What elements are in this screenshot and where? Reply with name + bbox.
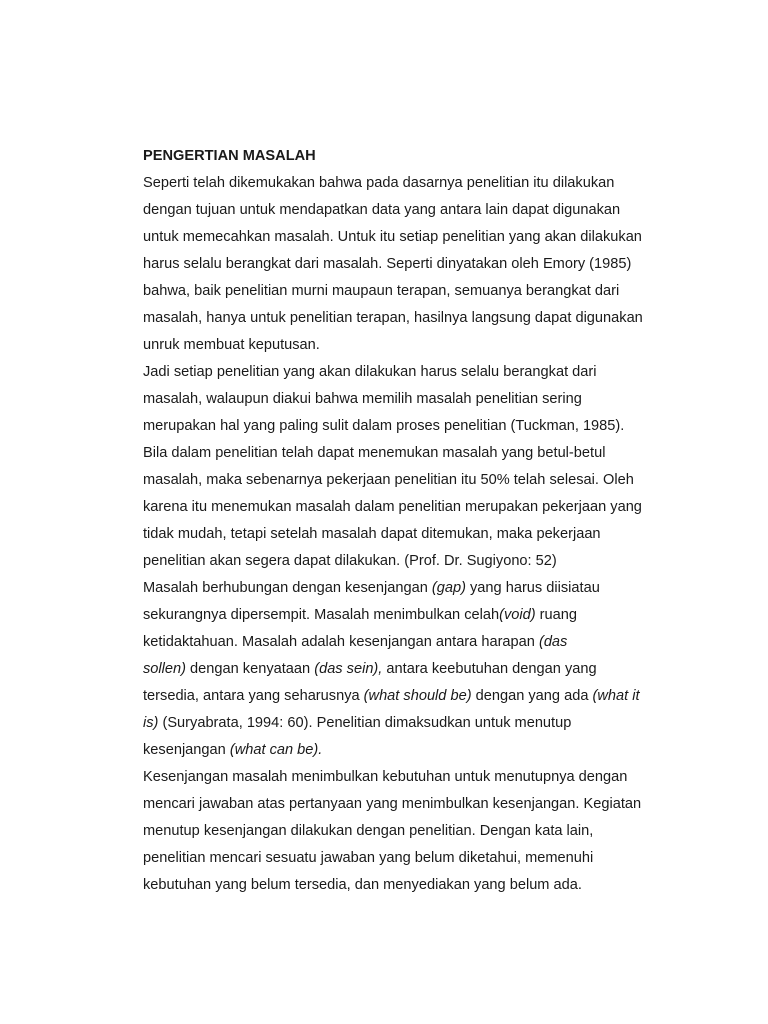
italic-text-segment: (das [538,634,568,650]
text-line [143,764,663,791]
italic-text-segment: is) [143,715,159,731]
text-segment: mencari jawaban atas pertanyaan yang menimbulkan kesenjangan. Kegiatan [143,796,642,812]
text-line [143,548,663,575]
text-segment: Seperti telah dikemukakan bahwa pada dasarnya penelitian itu dilakukan [143,175,615,191]
text-segment: kesenjangan [143,742,230,758]
text-line [143,845,663,872]
text-segment: antara keebutuhan dengan yang [382,661,597,677]
text-segment: masalah, maka sebenarnya pekerjaan penelitian itu 50% telah selesai. Oleh [143,472,634,488]
text-segment: karena itu menemukan masalah dalam penelitian merupakan pekerjaan yang [143,499,642,515]
text-segment: Bila dalam penelitian telah dapat menemukan masalah yang betul-betul [143,445,606,461]
text-segment: tersedia, antara yang seharusnya [143,688,364,704]
text-segment: menutup kesenjangan dilakukan dengan penelitian. Dengan kata lain, [143,823,594,839]
text-segment: harus selalu berangkat dari masalah. Seperti dinyatakan oleh Emory (1985) [143,256,632,272]
text-line [143,656,663,683]
text-segment: dengan kenyataan [186,661,315,677]
text-line [143,278,663,305]
text-segment: sekurangnya dipersempit. Masalah menimbulkan celah [143,607,500,623]
text-segment: yang harus diisiatau [465,580,600,596]
text-segment: ruang [535,607,578,623]
text-segment: bahwa, baik penelitian murni maupaun terapan, semuanya berangkat dari [143,283,620,299]
document-page [143,143,663,899]
italic-text-segment: (gap) [431,580,466,596]
italic-text-segment: sollen) [143,661,186,677]
text-line [143,710,663,737]
text-segment: dengan tujuan untuk mendapatkan data yang antara lain dapat digunakan [143,202,621,218]
text-line [143,332,663,359]
text-line [143,575,663,602]
text-line [143,737,663,764]
text-segment: Kesenjangan masalah menimbulkan kebutuhan untuk menutupnya dengan [143,769,628,785]
italic-text-segment: (what should be) [363,688,472,704]
text-segment: merupakan hal yang paling sulit dalam proses penelitian (Tuckman, 1985). [143,418,625,434]
text-line [143,440,663,467]
text-line [143,170,663,197]
italic-text-segment: (what can be). [229,742,323,758]
text-segment: Masalah berhubungan dengan kesenjangan [143,580,432,596]
text-segment: Jadi setiap penelitian yang akan dilakukan harus selalu berangkat dari [143,364,597,380]
text-segment: untuk memecahkan masalah. Untuk itu setiap penelitian yang akan dilakukan [143,229,642,245]
text-line [143,494,663,521]
text-segment: masalah, hanya untuk penelitian terapan, hasilnya langsung dapat digunakan [143,310,643,326]
text-line [143,791,663,818]
text-line [143,521,663,548]
text-line [143,359,663,386]
text-segment: tidak mudah, tetapi setelah masalah dapat ditemukan, maka pekerjaan [143,526,601,542]
text-segment: (Suryabrata, 1994: 60). Penelitian dimaksudkan untuk menutup [158,715,572,731]
text-line [143,818,663,845]
text-line [143,683,663,710]
document-title: PENGERTIAN MASALAH [143,148,316,164]
text-segment: kebutuhan yang belum tersedia, dan menyediakan yang belum ada. [143,877,582,893]
text-line [143,224,663,251]
text-line [143,251,663,278]
text-segment: penelitian akan segera dapat dilakukan. (Prof. Dr. Sugiyono: 52) [143,553,557,569]
text-segment: dengan yang ada [471,688,593,704]
text-segment: penelitian mencari sesuatu jawaban yang belum diketahui, memenuhi [143,850,594,866]
document-body [143,170,663,899]
text-line [143,629,663,656]
text-segment: ketidaktahuan. Masalah adalah kesenjangan antara harapan [143,634,539,650]
text-segment: masalah, walaupun diakui bahwa memilih masalah penelitian sering [143,391,582,407]
text-line [143,305,663,332]
text-line [143,197,663,224]
text-line [143,872,663,899]
text-line [143,602,663,629]
italic-text-segment: (what it [592,688,640,704]
text-segment: unruk membuat keputusan. [143,337,320,353]
text-line [143,467,663,494]
italic-text-segment: (das sein), [314,661,383,677]
text-line [143,386,663,413]
italic-text-segment: (void) [499,607,536,623]
text-line [143,413,663,440]
